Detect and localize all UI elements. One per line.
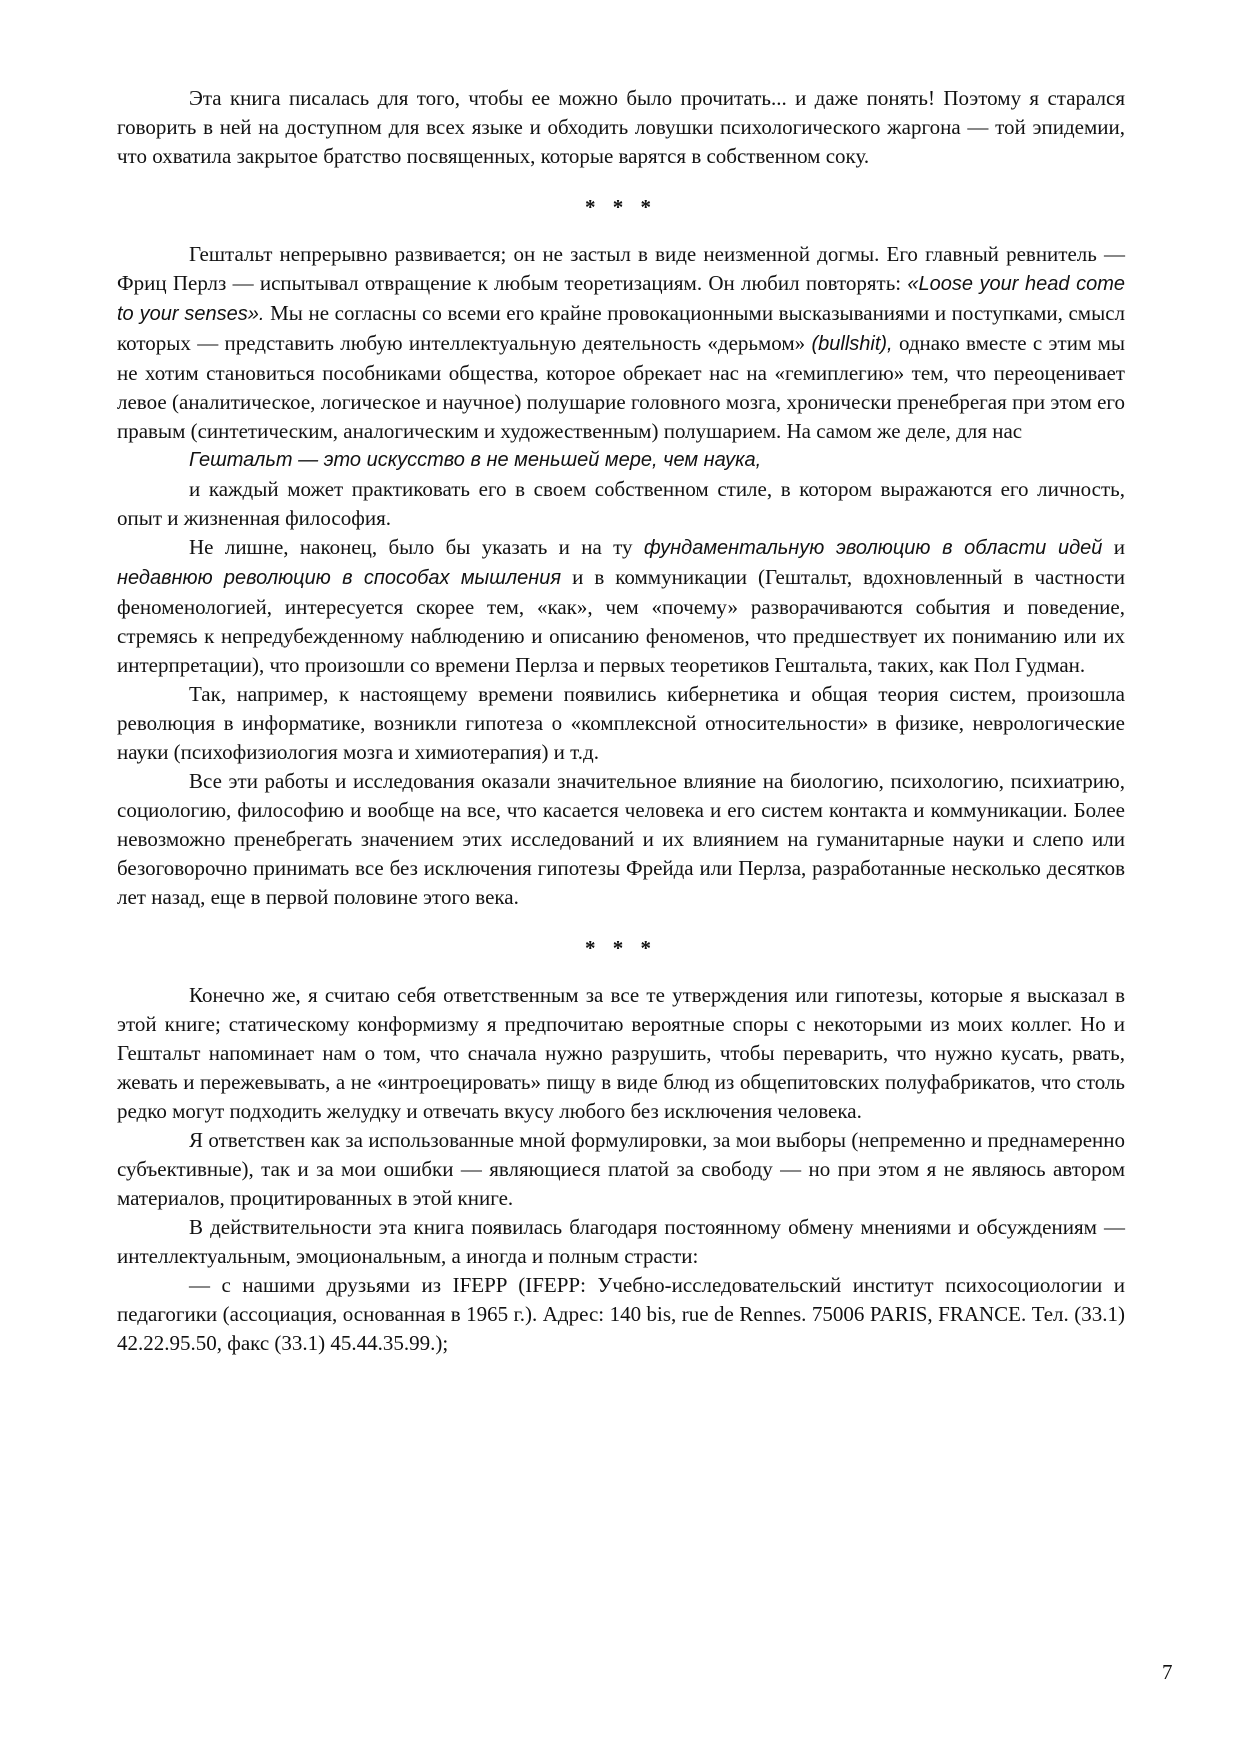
section-separator: * * * xyxy=(585,936,657,960)
document-page xyxy=(117,84,1125,1358)
paragraph-intro: Эта книга писалась для того, чтобы ее можно было прочитать... и даже понять! Поэтому я старался говорить в ней на доступном для всех языке и обходить ловушки психологического жаргона — той эпидемии, что охватила закрытое братство посвященных, которые варятся в собственном соку. xyxy=(117,86,1125,168)
text: Гештальт непрерывно развивается; он не застыл в виде неизменной догмы. Его главный ревнитель — Фриц Перлз — испытывал отвращение к любым теоретизациям. Он любил повторять: xyxy=(117,242,1125,295)
paragraph-evolution xyxy=(117,533,1125,680)
quote-perls: «Loose your head come to your senses». xyxy=(117,273,1125,325)
paragraph-origin: В действительности эта книга появилась благодаря постоянному обмену мнениями и обсуждениям — интеллектуальным, эмоциональным, а иногда и полным страсти: xyxy=(117,1215,1125,1268)
paragraph-gestalt-development xyxy=(117,240,1125,446)
emphasis-revolution: недавнюю революцию в способах мышления xyxy=(117,567,562,589)
paragraph-influence: Все эти работы и исследования оказали значительное влияние на биологию, психологию, психиатрию, социологию, философию и вообще на все, что касается человека и его систем контакта и коммуникации. Более невозможно пренебрегать значением этих исследований и их влиянием на гуманитарные науки и слепо или безоговорочно принимать все без исключения гипотезы Фрейда или Перлза, разработанные несколько десятков лет назад, еще в первой половине этого века. xyxy=(117,769,1125,909)
paragraph-personal-style: и каждый может практиковать его в своем собственном стиле, в котором выражаются его личность, опыт и жизненная философия. xyxy=(117,477,1125,530)
text: Не лишне, наконец, было бы указать и на ту xyxy=(189,535,644,559)
paragraph-responsibility: Конечно же, я считаю себя ответственным за все те утверждения или гипотезы, которые я высказал в этой книге; статическому конформизму я предпочитаю вероятные споры с некоторыми из моих коллег. Но и Гештальт напоминает нам о том, что сначала нужно разрушить, чтобы переварить, что нужно кусать, рвать, жевать и пережевывать, а не «интроецировать» пищу в виде блюд из общепитовских полуфабрикатов, что столь редко могут подходить желудку и отвечать вкусу любого без исключения человека. xyxy=(117,983,1125,1123)
term-bullshit: (bullshit), xyxy=(811,333,893,355)
text: и в коммуникации (Гештальт, вдохновленный в частности феноменологией, интересуется скорее тем, «как», чем «почему» разворачиваются события и поведение, стремясь к непредубежденному наблюдению и описанию феноменов, что предшествует их пониманию или их интерпретации), что произошли со времени Перлза и первых теоретиков Гештальта, таких, как Пол Гудман. xyxy=(117,565,1125,677)
paragraph-cybernetics: Так, например, к настоящему времени появились кибернетика и общая теория систем, произошла революция в информатике, возникли гипотеза о «комплексной относительности» в физике, неврологические науки (психофизиология мозга и химиотерапия) и т.д. xyxy=(117,682,1125,764)
section-separator: * * * xyxy=(585,195,657,219)
paragraph-ifepp: — с нашими друзьями из IFEPP (IFEPP: Учебно-исследовательский институт психосоциологии и педагогики (ассоциация, основанная в 1965 г.). Адрес: 140 bis, rue de Rennes. 75006 PARIS, FRANCE. Тел. (33.1) 42.22.95.50, факс (33.1) 45.44.35.99.); xyxy=(117,1273,1125,1355)
text: однако вместе с этим мы не хотим становиться пособниками общества, которое обрекает нас на «гемиплегию» тем, что переоценивает левое (аналитическое, логическое и научное) полушарие головного мозга, хронически пренебрегая при этом его правым (синтетическим, аналогическим и художественным) полушарием. На самом же деле, для нас xyxy=(117,331,1125,443)
gestalt-art-statement: Гештальт — это искусство в не меньшей мере, чем наука, xyxy=(189,449,762,471)
paragraph-formulations: Я ответствен как за использованные мной формулировки, за мои выборы (непременно и преднамеренно субъективные), так и за мои ошибки — являющиеся платой за свободу — но при этом я не являюсь автором материалов, процитированных в этой книге. xyxy=(117,1128,1125,1210)
text: и xyxy=(1102,535,1125,559)
text: Мы не согласны со всеми его крайне провокационными высказываниями и поступками, смысл которых — представить любую интеллектуальную деятельность «дерьмом» xyxy=(117,301,1126,355)
emphasis-evolution: фундаментальную эволюцию в области идей xyxy=(643,537,1103,559)
page-number: 7 xyxy=(1162,1660,1173,1684)
